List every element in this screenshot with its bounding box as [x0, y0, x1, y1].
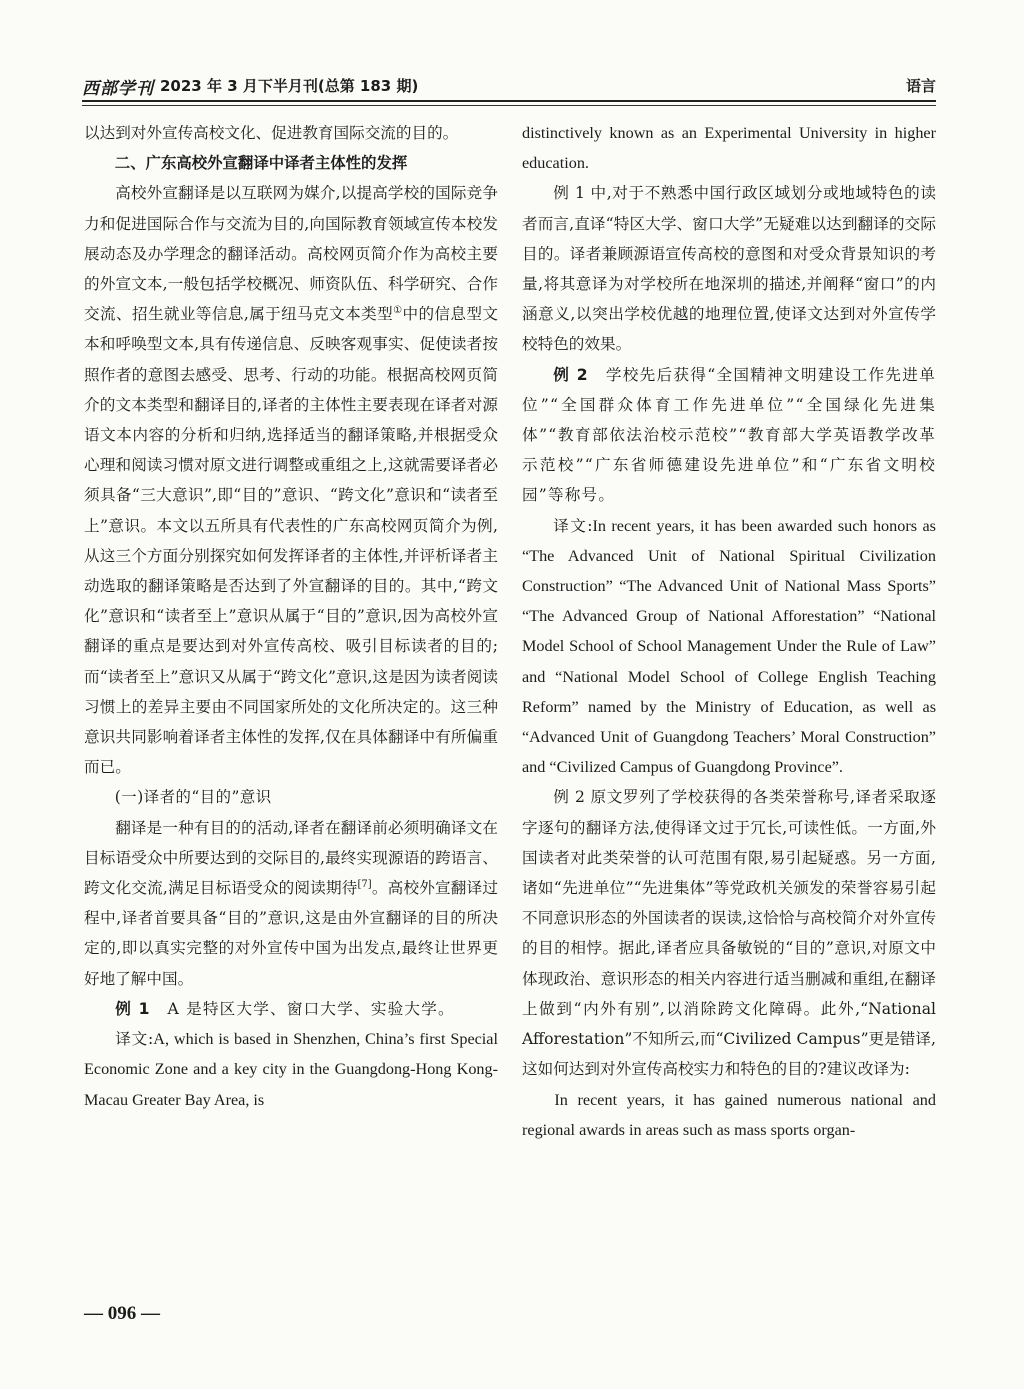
paragraph: 例 1 中,对于不熟悉中国行政区域划分或地域特色的读者而言,直译“特区大学、窗口大学”无疑难以达到翻译的交际目的。译者兼顾源语宣传高校的意图和对受众背景知识的考量,将其意译为对学校所在地深圳的描述,并阐释“窗口”的内涵意义,以突出学校优越的地理位置,使译文达到对外宣传学校特色的效果。 — [522, 184, 936, 354]
running-header — [82, 74, 936, 102]
paragraph: 高校外宣翻译是以互联网为媒介,以提高学校的国际竞争力和促进国际合作与交流为目的,向国际教育领域宣传本校发展动态及办学理念的翻译活动。高校网页简介作为高校主要的外宣文本,一般包括学校概况、师资队伍、科学研究、合作交流、招生就业等信息,属于纽马克文本类型①中的信息型文本和呼唤型文本,具有传递信息、反映客观事实、促使读者按照作者的意图去感受、思考、行动的功能。根据高校网页简介的文本类型和翻译目的,译者的主体性主要表现在译者对源语文本内容的分析和归纳,选择适当的翻译策略,并根据受众心理和阅读习惯对原文进行调整或重组之上,这就需要译者必须具备“三大意识”,即“目的”意识、“跨文化”意识和“读者至上”意识。本文以五所具有代表性的广东高校网页简介为例,从这三个方面分别探究如何发挥译者的主体性,并评析译者主动选取的翻译策略是否达到了外宣翻译的目的。其中,“跨文化”意识和“读者至上”意识从属于“目的”意识,因为高校外宣翻译的重点是要达到对外宣传高校、吸引目标读者的目的;而“读者至上”意识又从属于“跨文化”意识,这是因为读者阅读习惯上的差异主要由不同国家所处的文化所决定的。这三种意识共同影响着译者主体性的发挥,仅在具体翻译中有所偏重而已。 — [84, 184, 498, 777]
example-text: A 是特区大学、窗口大学、实验大学。 — [167, 999, 455, 1018]
paragraph: 例 2 原文罗列了学校获得的各类荣誉称号,译者采取逐字逐句的翻译方法,使得译文过于冗长,可读性低。一方面,外国读者对此类荣誉的认可范围有限,易引起疑惑。另一方面,诸如“先进单位”“先进集体”等党政机关颁发的荣誉容易引起不同意识形态的外国读者的误读,这恰恰与高校简介对外宣传的目的相悖。据此,译者应具备敏锐的“目的”意识,对原文中体现政治、意识形态的相关内容进行适当删减和重组,在翻译上做到“内外有别”,以消除跨文化障碍。此外,“National Afforestation”不知所云,而“Civilized Campus”更是错译,这如何达到对外宣传高校实力和特色的目的?建议改译为: — [522, 788, 936, 1079]
paragraph: distinctively known as an Experimental University in higher education. — [522, 124, 936, 173]
header-rule-thin — [82, 105, 936, 106]
translation-1 — [84, 1024, 498, 1115]
translation-text: In recent years, it has been awarded such honors as “The Advanced Unit of National Spiritual Civilization Construction” “The Advanced Unit of National Mass Sports” “The Advanced Group of National Afforestation” “National Model School of School Management Under the Rule of Law” and “National Model School of College English Teaching Reform” named by the Ministry of Education, as well as “Advanced Unit of Guangdong Teachers’ Moral Construction” and “Civilized Campus of Guangdong Province”. — [522, 516, 936, 777]
header-rule — [82, 100, 936, 102]
example-text: 学校先后获得“全国精神文明建设工作先进单位”“全国群众体育工作先进单位”“全国绿化先进集体”“教育部依法治校示范校”“教育部大学英语教学改革示范校”“广东省师德建设先进单位”和“广东省文明校园”等称号。 — [522, 365, 936, 505]
issue-info: 2023 年 3 月下半月刊(总第 183 期) — [160, 77, 419, 95]
example-1 — [84, 994, 498, 1024]
translation-label: 译文: — [553, 516, 593, 535]
subsection-heading: (一)译者的“目的”意识 — [114, 788, 272, 807]
paragraph: 以达到对外宣传高校文化、促进教育国际交流的目的。 — [84, 124, 459, 142]
right-column — [522, 118, 936, 1145]
translation-text: A, which is based in Shenzhen, China’s first Special Economic Zone and a key city in the Guangdong-Hong Kong-Macau Greater Bay Area, is — [84, 1030, 498, 1109]
journal-logo: 西部学刊 — [82, 79, 154, 99]
footnote-marker: ① — [393, 305, 403, 317]
left-column — [84, 118, 498, 1115]
translation-2 — [522, 511, 936, 783]
paragraph: 翻译是一种有目的的活动,译者在翻译前必须明确译文在目标语受众中所要达到的交际目的,最终实现源语的跨语言、跨文化交流,满足目标语受众的阅读期待[7]。高校外宣翻译过程中,译者首要具备“目的”意识,这是由外宣翻译的目的所决定的,即以真实完整的对外宣传中国为出发点,最终让世界更好地了解中国。 — [84, 818, 498, 988]
example-label: 例 1 — [115, 999, 151, 1018]
example-label: 例 2 — [553, 365, 589, 384]
example-2 — [522, 360, 936, 511]
citation-marker: [7] — [357, 878, 372, 890]
translation-label: 译文: — [115, 1030, 154, 1049]
section-name: 语言 — [905, 77, 936, 95]
section-heading: 二、广东高校外宣翻译中译者主体性的发挥 — [114, 154, 408, 173]
paragraph: In recent years, it has gained numerous national and regional awards in areas such as mass sports organ- — [522, 1090, 936, 1139]
page-number: — 096 — — [84, 1303, 160, 1324]
